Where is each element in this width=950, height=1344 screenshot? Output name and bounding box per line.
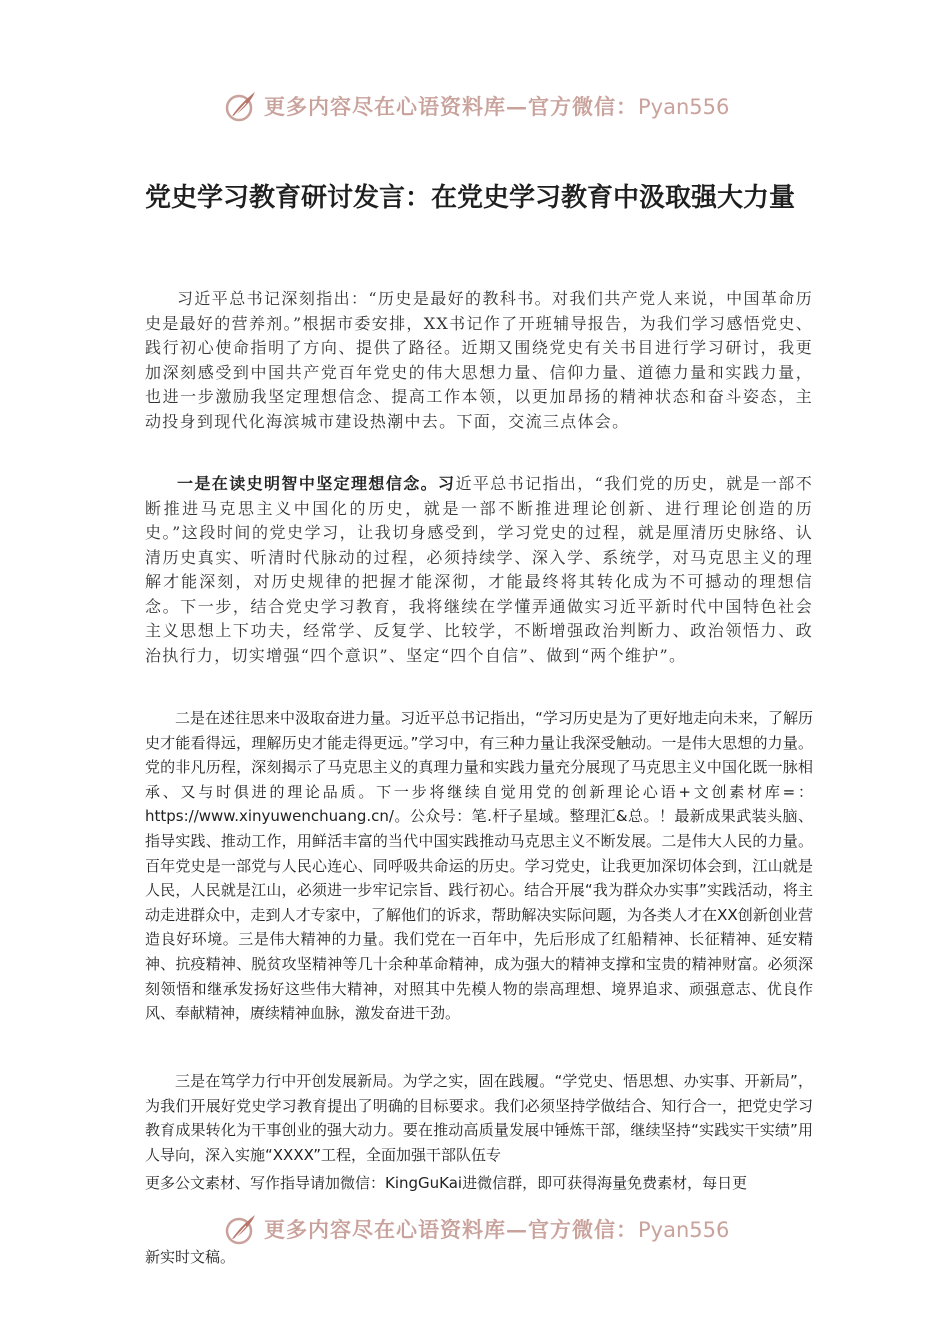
paragraph-intro: 习近平总书记深刻指出：“历史是最好的教科书。对我们共产党人来说，中国革命历史是最好的营养剂。”根据市委安排，XX书记作了开班辅导报告，为我们学习感悟党史、践行初心使命指明了方向、提供了路径。近期又围绕党史有关书目进行学习研讨，我更加深刻感受到中国共产党百年党史的伟大思想力量、信仰力量、道德力量和实践力量，也进一步激励我坚定理想信念、提高工作本领，以更加昂扬的精神状态和奋斗姿态，主动投身到现代化海滨城市建设热潮中去。下面，交流三点体会。	[145, 289, 813, 431]
quill-pen-logo-icon	[224, 89, 258, 123]
paragraph-point-one	[145, 472, 813, 668]
watermark-text: 更多内容尽在心语资料库—官方微信：Pyan556	[264, 94, 730, 119]
point-one-body: 近平总书记指出，“我们党的历史，就是一部不断推进马克思主义中国化的历史，就是一部不断推进理论创新、进行理论创造的历史。”这段时间的党史学习，让我切身感受到，学习党史的过程，就是厘清历史脉络、认清历史真实、听清时代脉动的过程，必须持续学、深入学、系统学，对马克思主义的理解才能深刻，对历史规律的把握才能深彻，才能最终将其转化成为不可撼动的理想信念。下一步，结合党史学习教育，我将继续在学懂弄通做实习近平新时代中国特色社会主义思想上下功夫，经常学、反复学、比较学，不断增强政治判断力、政治领悟力、政治执行力，切实增强“四个意识”、坚定“四个自信”、做到“两个维护”。	[145, 474, 813, 665]
point-one-heading: 一是在读史明智中坚定理想信念。习	[177, 474, 456, 493]
paragraph-point-two: 二是在述往思来中汲取奋进力量。习近平总书记指出，“学习历史是为了更好地走向未来，了解历史才能看得远，理解历史才能走得更远。”学习中，有三种力量让我深受触动。一是伟大思想的力量。党的非凡历程，深刻揭示了马克思主义的真理力量和实践力量充分展现了马克思主义中国化既一脉相承、又与时俱进的理论品质。下一步将继续自觉用党的创新理论心语+文创素材库=：https://www.xinyuwenchuang.cn/。公众号：笔.杆子星域。整理汇&总。！最新成果武装头脑、指导实践、推动工作，用鲜活丰富的当代中国实践推动马克思主义不断发展。二是伟大人民的力量。百年党史是一部党与人民心连心、同呼吸共命运的历史。学习党史，让我更加深切体会到，江山就是人民，人民就是江山，必须进一步牢记宗旨、践行初心。结合开展“我为群众办实事”实践活动，将主动走进群众中，走到人才专家中，了解他们的诉求，帮助解决实际问题，为各类人才在XX创新创业营造良好环境。三是伟大精神的力量。我们党在一百年中，先后形成了红船精神、长征精神、延安精神、抗疫精神、脱贫攻坚精神等几十余种革命精神，成为强大的精神支撑和宝贵的精神财富。必须深刻领悟和继承发扬好这些伟大精神，对照其中先模人物的崇高理想、境界追求、顽强意志、优良作风、奉献精神，赓续精神血脉，激发奋进干劲。	[145, 709, 813, 1023]
document-title: 党史学习教育研讨发言：在党史学习教育中汲取强大力量	[145, 183, 796, 213]
paragraph-point-three: 三是在笃学力行中开创发展新局。为学之实，固在践履。“学党史、悟思想、办实事、开新局”，为我们开展好党史学习教育提出了明确的目标要求。我们必须坚持学做结合、知行合一，把党史学习教育成果转化为干事创业的强大动力。要在推动高质量发展中锤炼干部，继续坚持“实践实干实绩”用人导向，深入实施“XXXX”工程，全面加强干部队伍专	[145, 1072, 813, 1164]
quill-pen-logo-icon	[224, 1212, 258, 1246]
promo-line-end: 新实时文稿。	[145, 1248, 236, 1266]
watermark-header	[224, 86, 729, 126]
watermark-footer	[224, 1209, 729, 1249]
promo-line: 更多公文素材、写作指导请加微信：KingGuKai进微信群，即可获得海量免费素材，每日更	[145, 1174, 748, 1192]
watermark-text: 更多内容尽在心语资料库—官方微信：Pyan556	[264, 1217, 730, 1242]
